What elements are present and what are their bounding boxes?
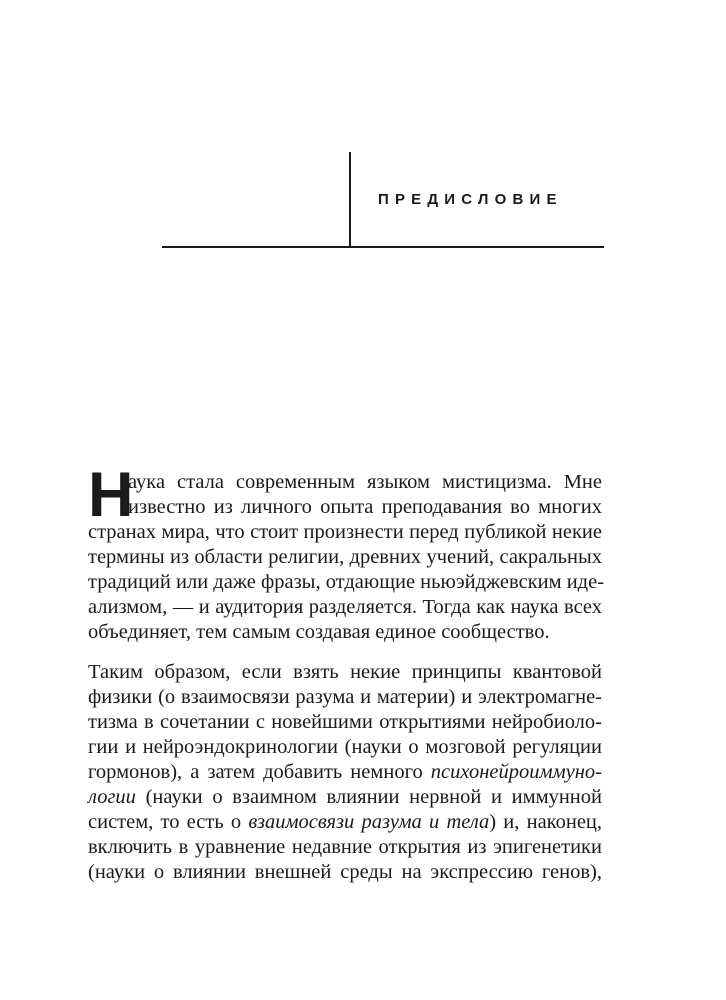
text-line: известно из личного опыта преподавания во многих [128, 496, 602, 518]
chapter-title: ПРЕДИСЛОВИЕ [378, 191, 563, 208]
italic-term: психонейроиммуно- [430, 761, 602, 783]
text-line: аука стала современным языком мистицизма. Мне [128, 471, 602, 493]
text-line: ализмом, — и аудитория разделяется. Тогда как наука всех [88, 596, 602, 618]
drop-cap: Н [88, 469, 134, 521]
text-line [88, 760, 602, 785]
text-line: гии и нейроэндокринологии (науки о мозговой регуляции [88, 736, 602, 758]
text-segment: гормонов), а затем добавить немного [88, 761, 431, 783]
text-line: традиций или даже фразы, отдающие ньюэйджевским иде- [88, 571, 605, 593]
text-segment: систем, то есть о [88, 811, 249, 833]
text-line: включить в уравнение недавние открытия из эпигенетики [88, 836, 602, 858]
text-line: (науки о влиянии внешней среды на экспрессию генов), [88, 861, 602, 883]
text-line: странах мира, что стоит произнести перед публикой некие [88, 521, 602, 543]
text-line: Таким образом, если взять некие принципы квантовой [88, 661, 602, 683]
text-line [88, 810, 602, 835]
text-line [88, 785, 602, 810]
text-line: термины из области религии, древних учений, сакральных [88, 546, 602, 568]
text-line: объединяет, тем самым создавая единое сообщество. [88, 621, 550, 643]
text-segment: (науки о взаимном влиянии нервной и иммунной [135, 786, 602, 808]
paragraph-2 [88, 660, 602, 885]
text-line: тизма в сочетании с новейшими открытиями нейробиоло- [88, 711, 602, 733]
paragraph-1 [88, 470, 605, 645]
italic-term: логии [88, 786, 136, 808]
text-line: физики (о взаимосвязи разума и материи) и электромагне- [88, 686, 602, 708]
vertical-rule [349, 152, 351, 247]
horizontal-rule [162, 246, 604, 248]
italic-term: взаимосвязи разума и тела [248, 811, 490, 833]
text-segment: ) и, наконец, [489, 811, 603, 833]
